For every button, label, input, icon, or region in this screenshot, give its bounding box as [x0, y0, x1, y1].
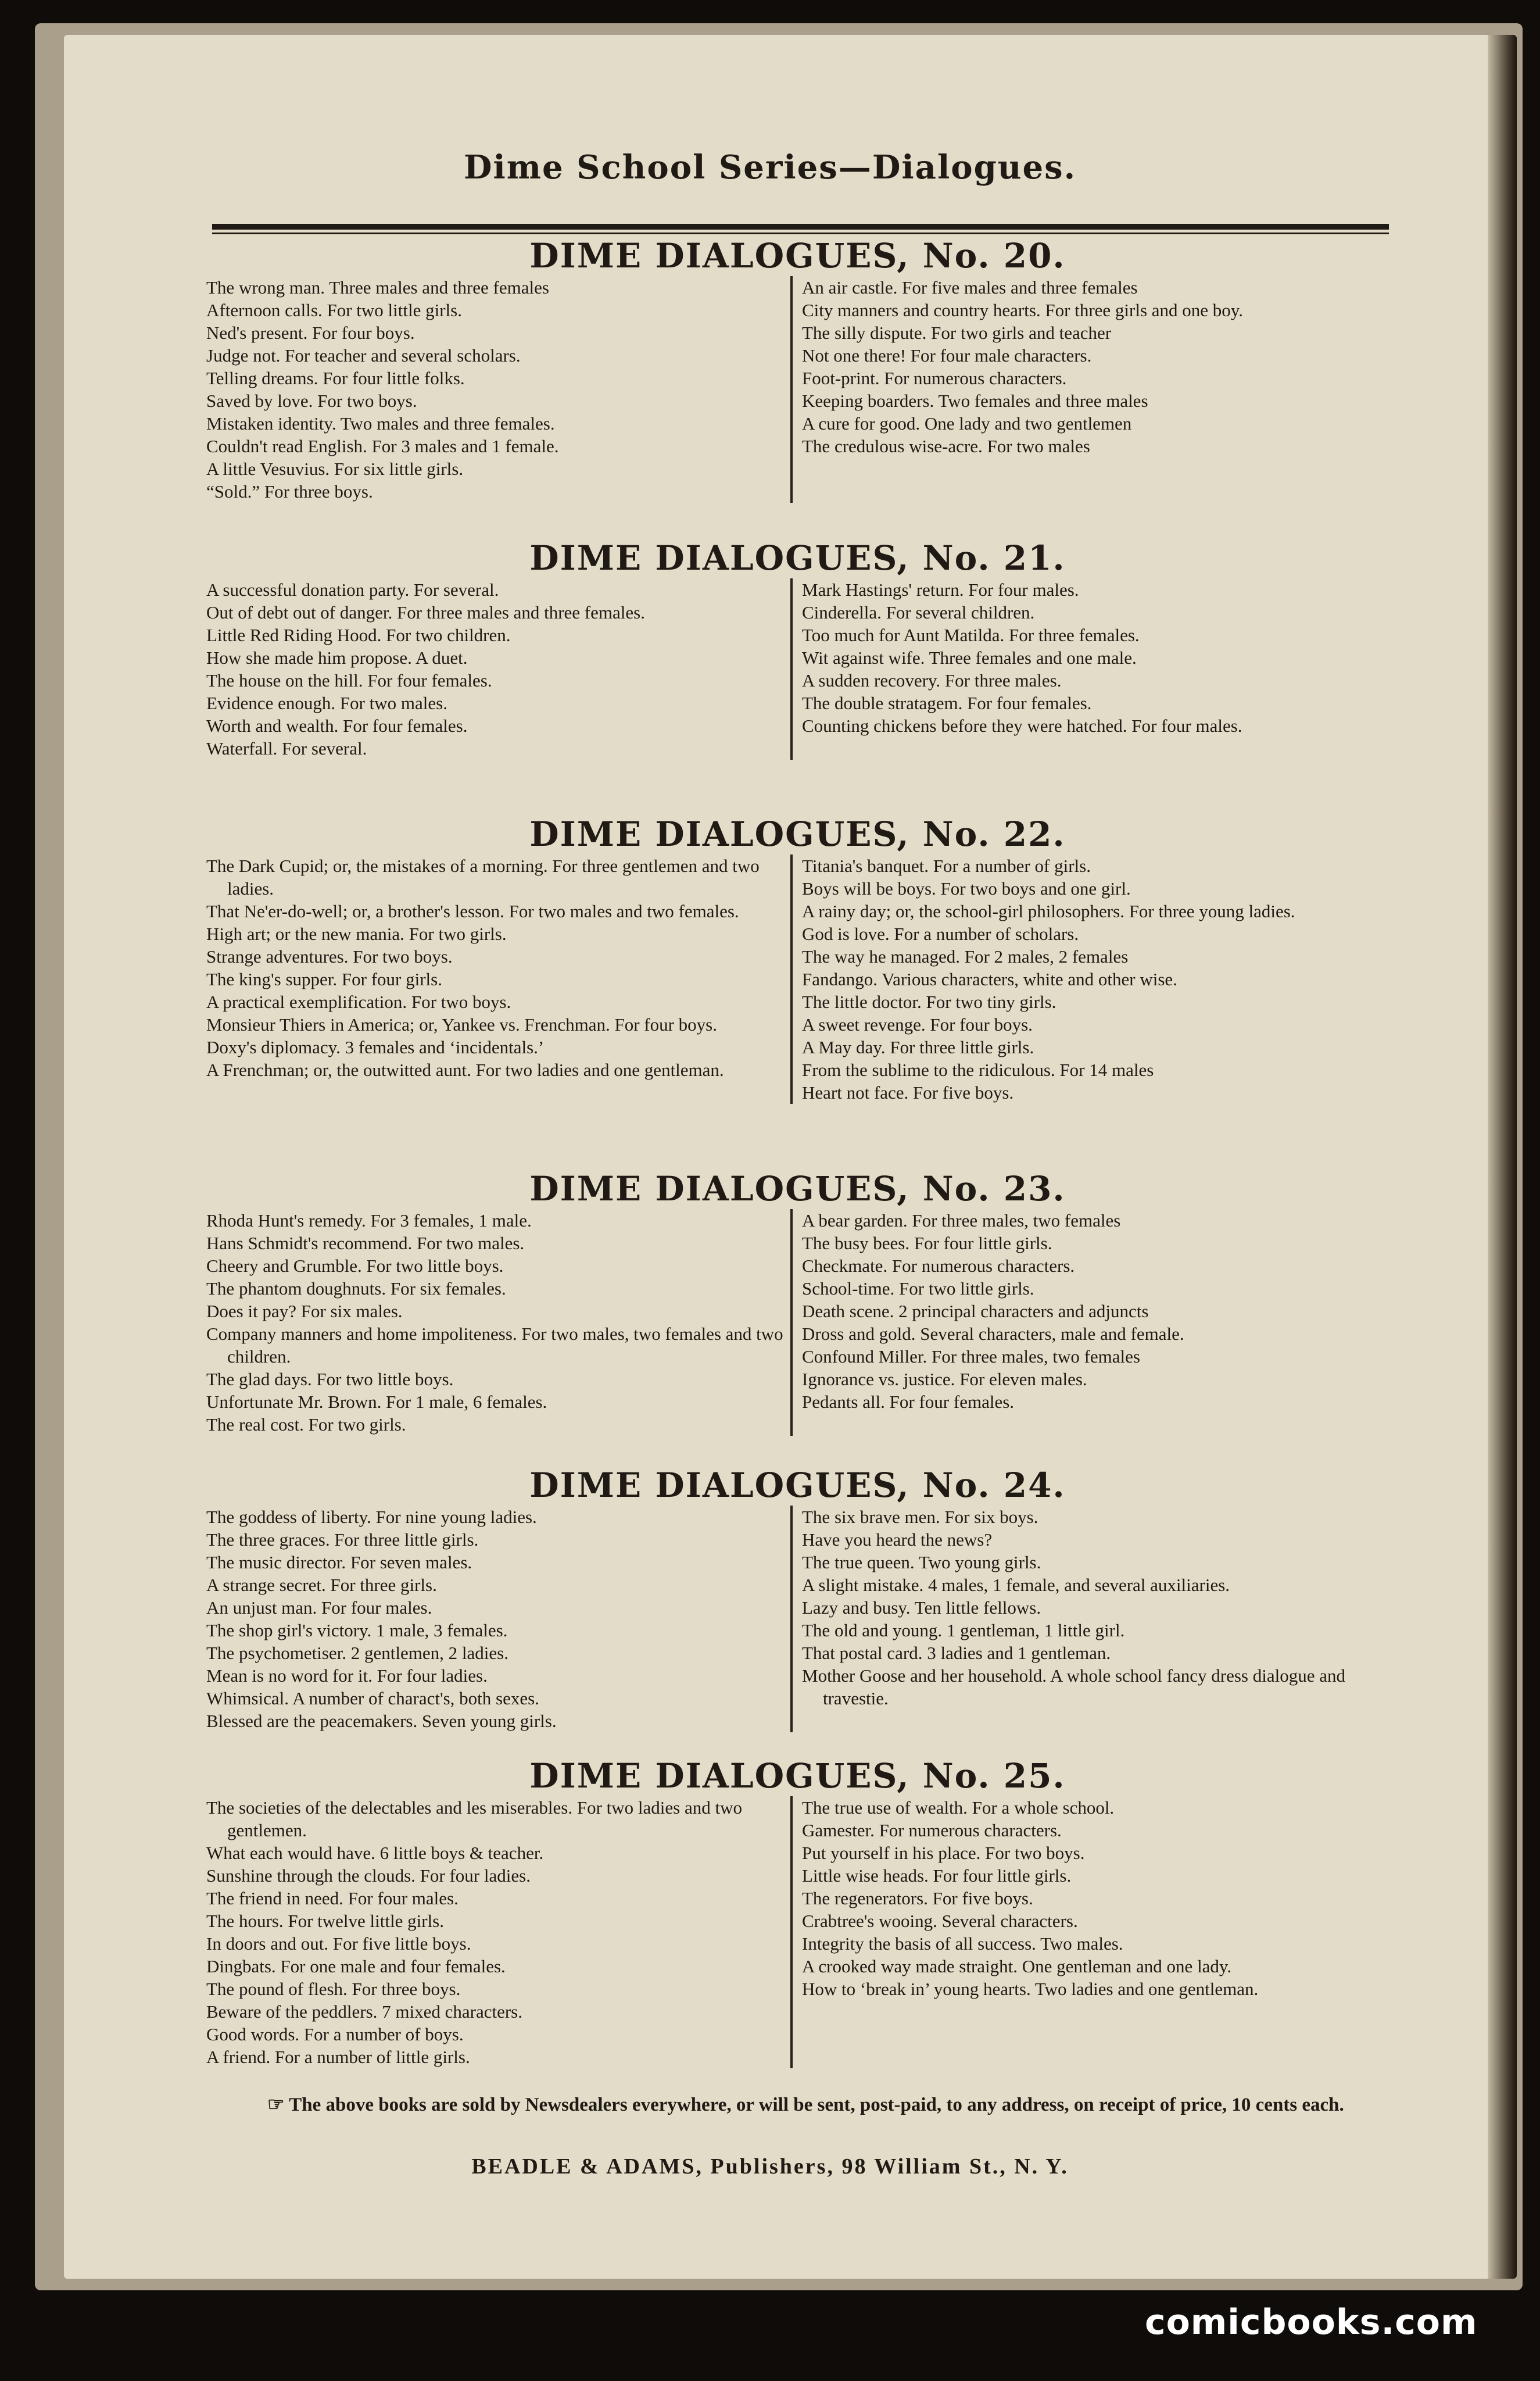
dialogue-item: Rhoda Hunt's remedy. For 3 females, 1 male.: [206, 1210, 532, 1231]
dialogue-item: Too much for Aunt Matilda. For three females.: [802, 625, 1140, 645]
dialogue-item: The old and young. 1 gentleman, 1 little girl.: [802, 1620, 1125, 1640]
dialogue-item: The shop girl's victory. 1 male, 3 females.: [206, 1620, 508, 1640]
dialogue-item: A successful donation party. For several.: [206, 580, 499, 600]
dialogue-item: A May day. For three little girls.: [802, 1037, 1034, 1057]
dialogue-item: That Ne'er-do-well; or, a brother's lesson. For two males and two females.: [206, 901, 739, 921]
dialogue-item: A little Vesuvius. For six little girls.: [206, 459, 464, 479]
dialogue-item: Judge not. For teacher and several scholars.: [206, 345, 521, 366]
dialogue-item: Counting chickens before they were hatched. For four males.: [802, 716, 1242, 736]
dialogue-item: That postal card. 3 ladies and 1 gentleman.: [802, 1643, 1111, 1663]
dialogue-item: The silly dispute. For two girls and teacher: [802, 323, 1112, 343]
dialogue-item: The regenerators. For five boys.: [802, 1888, 1033, 1908]
dialogue-item: The double stratagem. For four females.: [802, 693, 1092, 713]
dialogue-item: The king's supper. For four girls.: [206, 969, 442, 989]
dialogue-item: A strange secret. For three girls.: [206, 1575, 437, 1595]
section-title: DIME DIALOGUES, No. 25.: [529, 1756, 1066, 1796]
dialogue-section: [200, 235, 1395, 503]
left-column: [200, 276, 790, 503]
section-title: DIME DIALOGUES, No. 22.: [529, 814, 1066, 854]
dialogue-item: The music director. For seven males.: [206, 1552, 472, 1572]
dialogue-item: Little wise heads. For four little girls.: [802, 1865, 1072, 1886]
dialogue-item: School-time. For two little girls.: [802, 1278, 1034, 1299]
dialogue-item: The pound of flesh. For three boys.: [206, 1979, 461, 1999]
dialogue-item: City manners and country hearts. For three girls and one boy.: [802, 300, 1244, 320]
right-column: [790, 1209, 1380, 1436]
left-column: [200, 578, 790, 760]
dialogue-item: The true use of wealth. For a whole school.: [802, 1797, 1115, 1818]
dialogue-item: From the sublime to the ridiculous. For 14 males: [802, 1060, 1154, 1080]
dialogue-item: Sunshine through the clouds. For four ladies.: [206, 1865, 531, 1886]
section-title: DIME DIALOGUES, No. 23.: [529, 1169, 1066, 1209]
dialogue-item: A cure for good. One lady and two gentlemen: [802, 413, 1132, 434]
dialogue-item: Good words. For a number of boys.: [206, 2024, 464, 2044]
dialogue-item: The real cost. For two girls.: [206, 1414, 406, 1435]
dialogue-item: Fandango. Various characters, white and other wise.: [802, 969, 1177, 989]
dialogue-item: Boys will be boys. For two boys and one girl.: [802, 878, 1131, 899]
dialogue-item: Company manners and home impoliteness. For two males, two females and two children.: [206, 1324, 783, 1367]
dialogue-item: A practical exemplification. For two boys.: [206, 992, 511, 1012]
dialogue-item: Little Red Riding Hood. For two children.: [206, 625, 511, 645]
section-title: DIME DIALOGUES, No. 24.: [529, 1465, 1066, 1505]
dialogue-item: An air castle. For five males and three females: [802, 277, 1138, 298]
dialogue-item: Whimsical. A number of charact's, both sexes.: [206, 1688, 539, 1708]
dialogue-item: The house on the hill. For four females.: [206, 670, 492, 691]
dialogue-item: Couldn't read English. For 3 males and 1 female.: [206, 436, 559, 456]
dialogue-item: A bear garden. For three males, two females: [802, 1210, 1121, 1231]
dialogue-item: The phantom doughnuts. For six females.: [206, 1278, 506, 1299]
dialogue-item: In doors and out. For five little boys.: [206, 1933, 471, 1954]
dialogue-item: Dingbats. For one male and four females.: [206, 1956, 506, 1976]
dialogue-section: [200, 538, 1395, 760]
dialogue-item: Keeping boarders. Two females and three males: [802, 391, 1148, 411]
dialogue-item: A slight mistake. 4 males, 1 female, and several auxiliaries.: [802, 1575, 1230, 1595]
dialogue-item: How she made him propose. A duet.: [206, 648, 468, 668]
header-rule: [212, 224, 1389, 230]
dialogue-item: Wit against wife. Three females and one male.: [802, 648, 1137, 668]
dialogue-item: Doxy's diplomacy. 3 females and ‘incidentals.’: [206, 1037, 545, 1057]
dialogue-item: Unfortunate Mr. Brown. For 1 male, 6 females.: [206, 1392, 547, 1412]
dialogue-item: Put yourself in his place. For two boys.: [802, 1843, 1085, 1863]
left-column: [200, 1796, 790, 2068]
dialogue-item: Blessed are the peacemakers. Seven young girls.: [206, 1711, 557, 1731]
series-header: Dime School Series—Dialogues.: [463, 148, 1077, 187]
right-column: [790, 1506, 1380, 1732]
dialogue-item: Telling dreams. For four little folks.: [206, 368, 465, 388]
footer-note: ☞ The above books are sold by Newsdealers everywhere, or will be sent, post-paid, to any address, on receipt of price, 10 cents each.: [267, 2094, 1344, 2115]
dialogue-item: Mark Hastings' return. For four males.: [802, 580, 1079, 600]
publisher-line: BEADLE & ADAMS, Publishers, 98 William St., N. Y.: [471, 2154, 1069, 2179]
dialogue-item: Gamester. For numerous characters.: [802, 1820, 1062, 1840]
dialogue-item: Mistaken identity. Two males and three females.: [206, 413, 555, 434]
dialogue-item: A friend. For a number of little girls.: [206, 2047, 470, 2067]
dialogue-item: Integrity the basis of all success. Two males.: [802, 1933, 1123, 1954]
dialogue-item: A sweet revenge. For four boys.: [802, 1014, 1033, 1035]
dialogue-item: Death scene. 2 principal characters and adjuncts: [802, 1301, 1149, 1321]
dialogue-item: How to ‘break in’ young hearts. Two ladies and one gentleman.: [802, 1979, 1259, 1999]
dialogue-item: Confound Miller. For three males, two females: [802, 1346, 1140, 1367]
dialogue-item: A rainy day; or, the school-girl philosophers. For three young ladies.: [802, 901, 1295, 921]
dialogue-item: An unjust man. For four males.: [206, 1597, 432, 1618]
dialogue-item: Crabtree's wooing. Several characters.: [802, 1911, 1078, 1931]
left-column: [200, 1506, 790, 1732]
dialogue-item: High art; or the new mania. For two girls.: [206, 924, 507, 944]
dialogue-item: Cheery and Grumble. For two little boys.: [206, 1256, 504, 1276]
dialogue-item: The credulous wise-acre. For two males: [802, 436, 1090, 456]
dialogue-item: Foot-print. For numerous characters.: [802, 368, 1067, 388]
dialogue-section: [200, 1756, 1395, 2068]
dialogue-item: Evidence enough. For two males.: [206, 693, 447, 713]
dialogue-item: Hans Schmidt's recommend. For two males.: [206, 1233, 525, 1253]
dialogue-section: [200, 1465, 1395, 1732]
dialogue-item: The psychometiser. 2 gentlemen, 2 ladies.: [206, 1643, 508, 1663]
dialogue-item: The wrong man. Three males and three females: [206, 277, 549, 298]
watermark: comicbooks.com: [1145, 2302, 1478, 2343]
dialogue-item: What each would have. 6 little boys & teacher.: [206, 1843, 544, 1863]
dialogue-item: The busy bees. For four little girls.: [802, 1233, 1052, 1253]
dialogue-item: Mother Goose and her household. A whole school fancy dress dialogue and travestie.: [802, 1665, 1345, 1708]
dialogue-item: The way he managed. For 2 males, 2 females: [802, 946, 1129, 967]
dialogue-item: The three graces. For three little girls.: [206, 1529, 479, 1550]
dialogue-item: Dross and gold. Several characters, male and female.: [802, 1324, 1184, 1344]
dialogue-item: Cinderella. For several children.: [802, 602, 1035, 623]
dialogue-item: Lazy and busy. Ten little fellows.: [802, 1597, 1041, 1618]
dialogue-item: The societies of the delectables and les miserables. For two ladies and two gentlemen.: [206, 1797, 742, 1840]
dialogue-item: Heart not face. For five boys.: [802, 1082, 1014, 1103]
dialogue-item: God is love. For a number of scholars.: [802, 924, 1079, 944]
dialogue-item: Not one there! For four male characters.: [802, 345, 1092, 366]
dialogue-item: Ned's present. For four boys.: [206, 323, 415, 343]
dialogue-item: The hours. For twelve little girls.: [206, 1911, 444, 1931]
dialogue-item: Waterfall. For several.: [206, 738, 367, 759]
dialogue-item: Mean is no word for it. For four ladies.: [206, 1665, 488, 1686]
dialogue-item: Beware of the peddlers. 7 mixed characters.: [206, 2001, 522, 2022]
dialogue-item: The Dark Cupid; or, the mistakes of a morning. For three gentlemen and two ladies.: [206, 856, 760, 899]
dialogue-item: The goddess of liberty. For nine young ladies.: [206, 1507, 537, 1527]
dialogue-item: Pedants all. For four females.: [802, 1392, 1015, 1412]
section-title: DIME DIALOGUES, No. 20.: [529, 236, 1066, 276]
dialogue-item: Afternoon calls. For two little girls.: [206, 300, 462, 320]
section-title: DIME DIALOGUES, No. 21.: [529, 538, 1066, 578]
dialogue-item: Ignorance vs. justice. For eleven males.: [802, 1369, 1087, 1389]
dialogue-item: A Frenchman; or, the outwitted aunt. For two ladies and one gentleman.: [206, 1060, 724, 1080]
dialogue-item: Titania's banquet. For a number of girls.: [802, 856, 1091, 876]
dialogue-item: The little doctor. For two tiny girls.: [802, 992, 1056, 1012]
dialogue-section: [200, 1168, 1395, 1436]
right-column: [790, 1796, 1380, 2068]
dialogue-item: The friend in need. For four males.: [206, 1888, 459, 1908]
right-column: [790, 276, 1380, 503]
left-column: [200, 855, 790, 1104]
dialogue-item: Saved by love. For two boys.: [206, 391, 417, 411]
header-rule-thin: [212, 233, 1389, 234]
dialogue-item: The true queen. Two young girls.: [802, 1552, 1041, 1572]
dialogue-item: Monsieur Thiers in America; or, Yankee vs. Frenchman. For four boys.: [206, 1014, 717, 1035]
left-column: [200, 1209, 790, 1436]
dialogue-item: Out of debt out of danger. For three males and three females.: [206, 602, 645, 623]
dialogue-item: Checkmate. For numerous characters.: [802, 1256, 1075, 1276]
dialogue-item: Have you heard the news?: [802, 1529, 993, 1550]
dialogue-section: [200, 814, 1395, 1104]
dialogue-item: Strange adventures. For two boys.: [206, 946, 453, 967]
dialogue-item: Does it pay? For six males.: [206, 1301, 403, 1321]
dialogue-item: Worth and wealth. For four females.: [206, 716, 468, 736]
dialogue-item: The glad days. For two little boys.: [206, 1369, 454, 1389]
dialogue-item: The six brave men. For six boys.: [802, 1507, 1038, 1527]
dialogue-item: A sudden recovery. For three males.: [802, 670, 1062, 691]
right-column: [790, 578, 1380, 760]
dialogue-item: A crooked way made straight. One gentleman and one lady.: [802, 1956, 1232, 1976]
dialogue-item: “Sold.” For three boys.: [206, 481, 373, 502]
book-binding: [1488, 35, 1517, 2279]
right-column: [790, 855, 1380, 1104]
